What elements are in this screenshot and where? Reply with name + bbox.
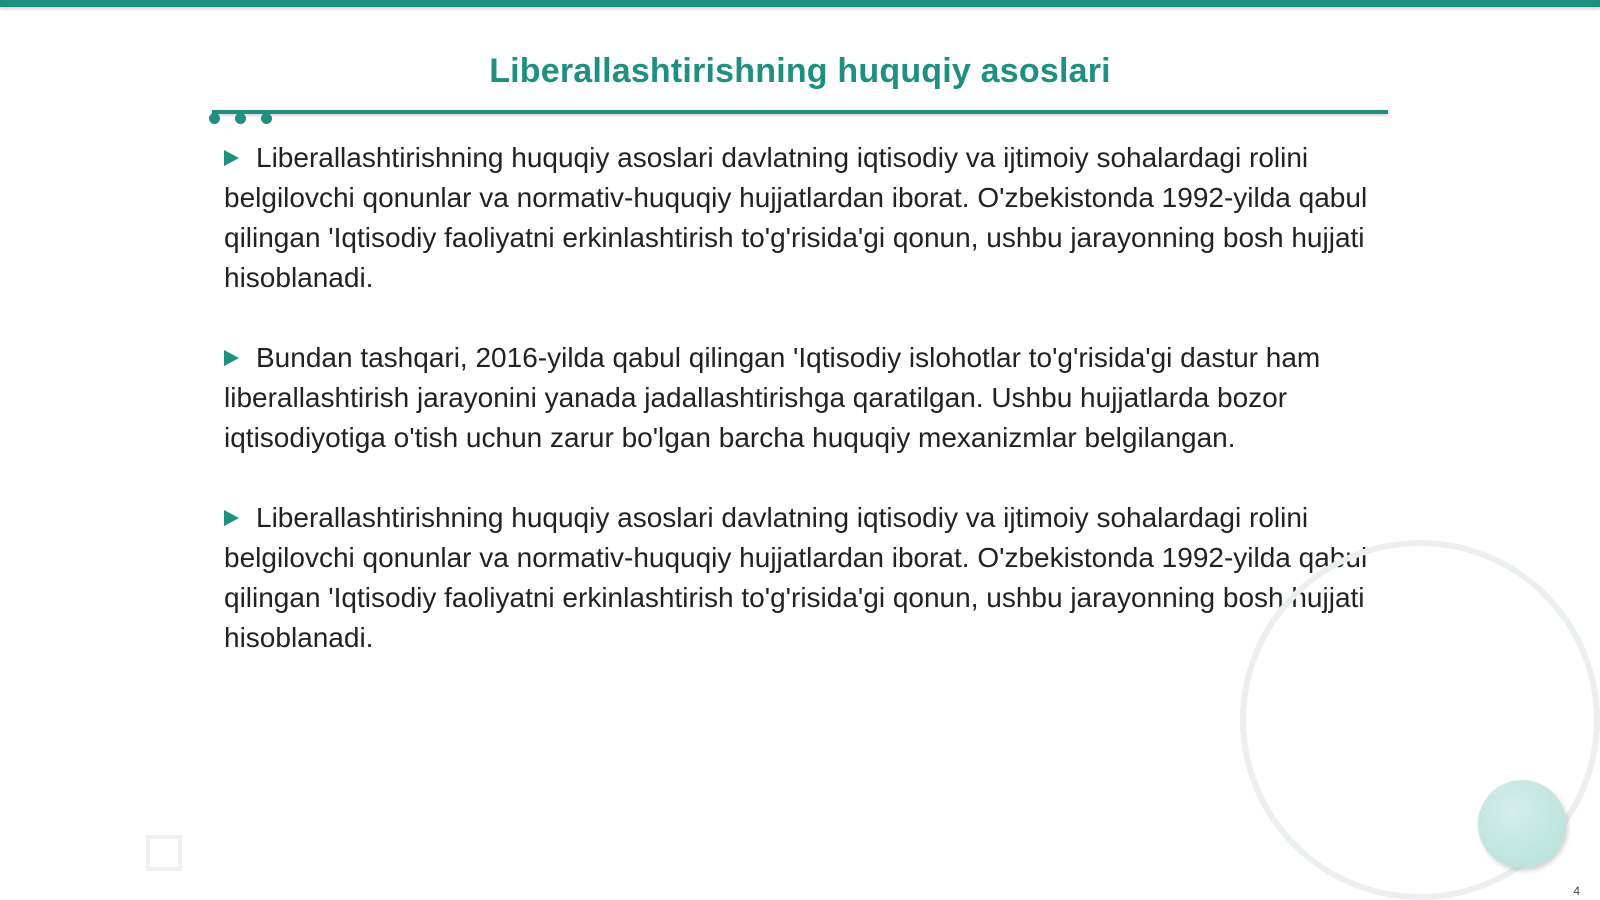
decorative-dot [261, 113, 272, 124]
page-number: 4 [1573, 884, 1580, 898]
slide-title: Liberallashtirishning huquqiy asoslari [489, 52, 1111, 90]
decorative-circle [1478, 780, 1566, 868]
bullet-item [224, 498, 1384, 658]
decorative-dot [209, 113, 220, 124]
triangle-bullet-icon [224, 510, 239, 526]
bullet-text: Liberallashtirishning huquqiy asoslari davlatning iqtisodiy va ijtimoiy sohalardagi rolini belgilovchi qonunlar va normativ-huquqiy hujjatlardan iborat. O'zbekistonda 1992-yilda qabul qilingan 'Iqtisodiy faoliyatni erkinlashtirish to'g'risida'gi qonun, ushbu jarayonning bosh hujjati hisoblanadi. [224, 142, 1368, 293]
decorative-dot [235, 113, 246, 124]
bullet-text: Bundan tashqari, 2016-yilda qabul qilingan 'Iqtisodiy islohotlar to'g'risida'gi dastur ham liberallashtirish jarayonini yanada jadallashtirishga qaratilgan. Ushbu hujjatlarda bozor iqtisodiyotiga o'tish uchun zarur bo'lgan barcha huquqiy mexanizmlar belgilangan. [224, 342, 1321, 453]
top-accent-bar [0, 0, 1600, 7]
triangle-bullet-icon [224, 150, 239, 166]
bullet-item [224, 138, 1384, 298]
decorative-square [146, 835, 182, 871]
triangle-bullet-icon [224, 350, 239, 366]
bullet-list [224, 138, 1384, 698]
bullet-item [224, 338, 1384, 458]
bullet-text: Liberallashtirishning huquqiy asoslari davlatning iqtisodiy va ijtimoiy sohalardagi rolini belgilovchi qonunlar va normativ-huquqiy hujjatlardan iborat. O'zbekistonda 1992-yilda qabul qilingan 'Iqtisodiy faoliyatni erkinlashtirish to'g'risida'gi qonun, ushbu jarayonning bosh hujjati hisoblanadi. [224, 502, 1368, 653]
title-underline [212, 110, 1388, 114]
